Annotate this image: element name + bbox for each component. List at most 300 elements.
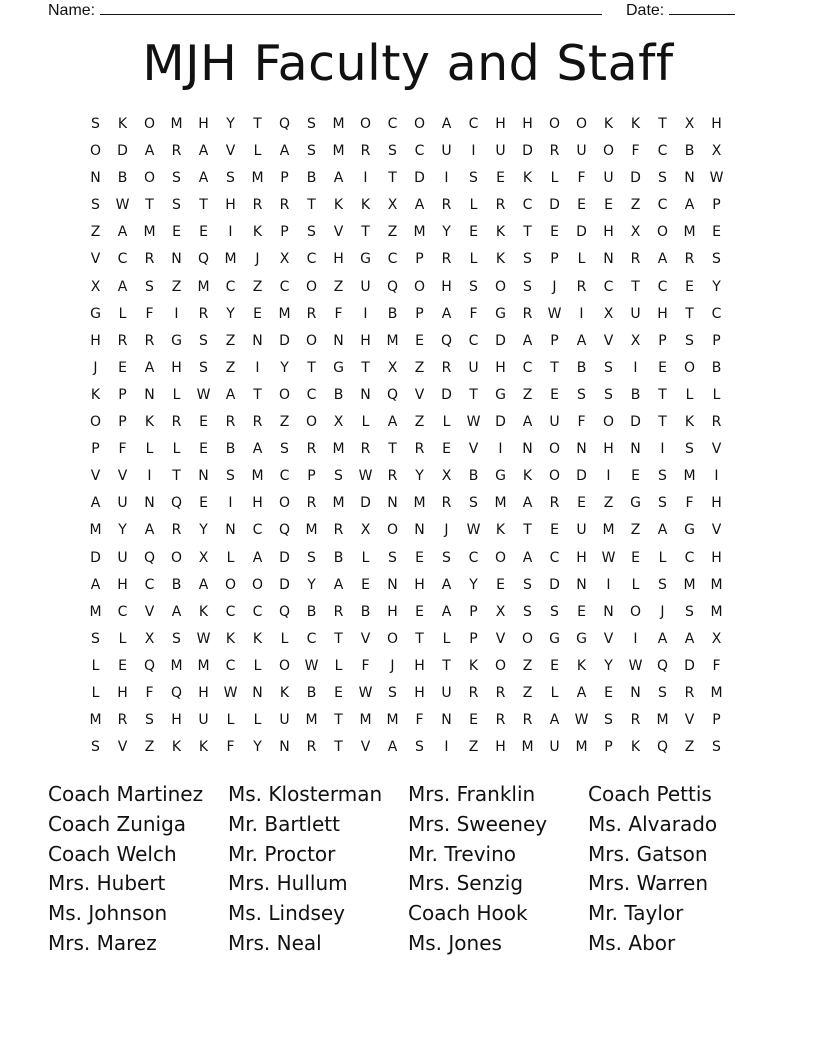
grid-letter: R bbox=[171, 414, 182, 431]
grid-letter: V bbox=[117, 468, 128, 485]
grid-letter: Z bbox=[414, 414, 425, 431]
grid-letter: A bbox=[252, 441, 263, 458]
grid-letter: U bbox=[198, 712, 209, 729]
grid-letter: T bbox=[361, 224, 370, 241]
grid-letter: O bbox=[494, 549, 507, 566]
grid-letter: V bbox=[495, 630, 506, 647]
grid-letter: D bbox=[549, 576, 560, 593]
grid-letter: Z bbox=[414, 359, 425, 376]
grid-letter: H bbox=[495, 359, 506, 376]
grid-row bbox=[82, 303, 730, 330]
grid-letter: Q bbox=[440, 332, 453, 349]
grid-letter: M bbox=[332, 441, 345, 458]
grid-letter: A bbox=[522, 549, 533, 566]
grid-letter: I bbox=[633, 359, 638, 376]
grid-letter: N bbox=[576, 576, 587, 593]
word-list-item: Mr. Trevino bbox=[408, 841, 517, 866]
word-list-item: Mrs. Sweeney bbox=[408, 811, 548, 836]
grid-letter: L bbox=[91, 684, 100, 701]
word-list-item: Mrs. Warren bbox=[588, 871, 708, 896]
grid-letter: E bbox=[199, 224, 208, 241]
grid-letter: P bbox=[550, 332, 559, 349]
grid-letter: R bbox=[549, 143, 560, 160]
grid-letter: O bbox=[683, 359, 696, 376]
grid-letter: P bbox=[118, 386, 127, 403]
grid-letter: H bbox=[522, 116, 533, 132]
grid-letter: Q bbox=[143, 549, 156, 566]
grid-letter: X bbox=[603, 305, 614, 322]
grid-row bbox=[82, 709, 730, 736]
grid-letter: B bbox=[333, 386, 344, 403]
grid-row bbox=[82, 194, 730, 221]
grid-letter: T bbox=[388, 441, 397, 458]
grid-letter: Z bbox=[630, 197, 641, 214]
grid-letter: S bbox=[469, 495, 478, 512]
grid-letter: Y bbox=[604, 657, 613, 674]
grid-letter: S bbox=[442, 549, 451, 566]
word-list-item: Mrs. Senzig bbox=[408, 871, 524, 896]
grid-letter: L bbox=[226, 712, 235, 729]
grid-letter: C bbox=[522, 197, 533, 214]
grid-letter: M bbox=[710, 684, 723, 701]
grid-letter: P bbox=[712, 712, 721, 729]
grid-letter: N bbox=[522, 441, 533, 458]
grid-letter: R bbox=[441, 197, 452, 214]
grid-letter: A bbox=[333, 170, 344, 187]
grid-letter: T bbox=[172, 468, 181, 485]
grid-letter: U bbox=[549, 414, 560, 431]
grid-letter: O bbox=[494, 278, 507, 295]
grid-letter: H bbox=[657, 305, 668, 322]
grid-letter: E bbox=[685, 278, 694, 295]
grid-letter: O bbox=[386, 522, 399, 539]
grid-letter: X bbox=[198, 549, 209, 566]
grid-letter: O bbox=[548, 468, 561, 485]
grid-letter: C bbox=[117, 603, 128, 620]
grid-row bbox=[82, 167, 730, 194]
grid-letter: R bbox=[414, 441, 425, 458]
grid-letter: S bbox=[523, 278, 532, 295]
grid-letter: X bbox=[279, 251, 290, 268]
grid-letter: Y bbox=[469, 576, 478, 593]
grid-letter: E bbox=[361, 576, 370, 593]
grid-letter: X bbox=[387, 359, 398, 376]
grid-letter: P bbox=[712, 197, 721, 214]
grid-letter: E bbox=[712, 224, 721, 241]
grid-letter: E bbox=[631, 549, 640, 566]
grid-letter: R bbox=[360, 143, 371, 160]
grid-letter: B bbox=[576, 359, 587, 376]
grid-letter: O bbox=[602, 414, 615, 431]
grid-letter: L bbox=[118, 630, 127, 647]
grid-letter: N bbox=[603, 251, 614, 268]
grid-letter: K bbox=[252, 224, 263, 241]
grid-letter: D bbox=[549, 197, 560, 214]
grid-letter: B bbox=[711, 359, 722, 376]
grid-letter: R bbox=[441, 495, 452, 512]
grid-letter: U bbox=[117, 495, 128, 512]
grid-letter: K bbox=[117, 116, 128, 132]
grid-letter: Q bbox=[386, 278, 399, 295]
grid-row bbox=[82, 547, 730, 574]
grid-letter: K bbox=[90, 386, 101, 403]
grid-letter: O bbox=[305, 332, 318, 349]
grid-letter: P bbox=[658, 332, 667, 349]
grid-letter: R bbox=[171, 143, 182, 160]
grid-letter: V bbox=[468, 441, 479, 458]
grid-letter: T bbox=[685, 305, 694, 322]
grid-letter: X bbox=[90, 278, 101, 295]
grid-letter: C bbox=[468, 116, 479, 132]
grid-letter: K bbox=[630, 116, 641, 132]
grid-letter: V bbox=[603, 630, 614, 647]
grid-letter: T bbox=[388, 170, 397, 187]
grid-letter: K bbox=[144, 414, 155, 431]
grid-letter: N bbox=[333, 332, 344, 349]
grid-letter: S bbox=[388, 143, 397, 160]
grid-letter: H bbox=[117, 684, 128, 701]
grid-letter: U bbox=[360, 278, 371, 295]
grid-letter: B bbox=[306, 603, 317, 620]
grid-letter: R bbox=[306, 495, 317, 512]
grid-row bbox=[82, 411, 730, 438]
grid-letter: E bbox=[415, 549, 424, 566]
grid-letter: R bbox=[252, 414, 263, 431]
grid-letter: M bbox=[305, 712, 318, 729]
grid-letter: X bbox=[387, 197, 398, 214]
grid-letter: P bbox=[469, 630, 478, 647]
grid-letter: T bbox=[415, 630, 424, 647]
grid-letter: W bbox=[628, 657, 643, 674]
grid-letter: D bbox=[414, 170, 425, 187]
grid-letter: W bbox=[223, 684, 238, 701]
grid-letter: R bbox=[171, 522, 182, 539]
grid-letter: N bbox=[360, 386, 371, 403]
grid-letter: S bbox=[658, 495, 667, 512]
grid-letter: L bbox=[361, 414, 370, 431]
grid-letter: S bbox=[604, 712, 613, 729]
grid-letter: C bbox=[522, 359, 533, 376]
grid-letter: S bbox=[604, 359, 613, 376]
grid-letter: C bbox=[225, 657, 236, 674]
grid-letter: D bbox=[630, 414, 641, 431]
grid-letter: F bbox=[118, 441, 127, 458]
grid-letter: A bbox=[225, 386, 236, 403]
grid-letter: F bbox=[145, 684, 154, 701]
grid-letter: I bbox=[606, 468, 611, 485]
grid-letter: E bbox=[577, 603, 586, 620]
grid-letter: S bbox=[658, 684, 667, 701]
grid-letter: L bbox=[253, 657, 262, 674]
grid-row bbox=[82, 574, 730, 601]
grid-letter: N bbox=[684, 170, 695, 187]
grid-letter: P bbox=[118, 414, 127, 431]
grid-letter: Q bbox=[278, 522, 291, 539]
word-list-item: Mr. Taylor bbox=[588, 901, 684, 926]
grid-letter: D bbox=[279, 576, 290, 593]
grid-letter: W bbox=[709, 170, 724, 187]
grid-letter: N bbox=[630, 441, 641, 458]
grid-letter: G bbox=[90, 305, 101, 322]
grid-letter: W bbox=[358, 468, 373, 485]
grid-letter: H bbox=[387, 603, 398, 620]
grid-letter: X bbox=[711, 630, 722, 647]
grid-letter: B bbox=[360, 603, 371, 620]
grid-letter: R bbox=[387, 468, 398, 485]
grid-letter: S bbox=[91, 197, 100, 214]
grid-letter: U bbox=[441, 143, 452, 160]
grid-letter: W bbox=[196, 630, 211, 647]
grid-letter: C bbox=[684, 549, 695, 566]
grid-letter: E bbox=[415, 332, 424, 349]
grid-letter: F bbox=[712, 657, 721, 674]
grid-letter: F bbox=[631, 143, 640, 160]
grid-letter: E bbox=[334, 684, 343, 701]
grid-letter: R bbox=[684, 684, 695, 701]
grid-letter: F bbox=[685, 495, 694, 512]
grid-letter: L bbox=[658, 549, 667, 566]
grid-letter: V bbox=[684, 712, 695, 729]
grid-letter: Q bbox=[656, 657, 669, 674]
grid-letter: E bbox=[577, 197, 586, 214]
grid-letter: S bbox=[604, 386, 613, 403]
grid-letter: G bbox=[360, 251, 371, 268]
grid-letter: O bbox=[278, 386, 291, 403]
grid-letter: A bbox=[657, 630, 668, 647]
grid-letter: M bbox=[89, 522, 102, 539]
grid-letter: I bbox=[228, 224, 233, 241]
grid-letter: R bbox=[306, 441, 317, 458]
grid-letter: C bbox=[468, 549, 479, 566]
grid-letter: V bbox=[117, 739, 128, 756]
grid-letter: T bbox=[253, 386, 262, 403]
grid-letter: G bbox=[171, 332, 182, 349]
grid-letter: Z bbox=[279, 414, 290, 431]
grid-letter: R bbox=[252, 197, 263, 214]
grid-letter: M bbox=[170, 116, 183, 132]
grid-letter: B bbox=[468, 468, 479, 485]
grid-letter: G bbox=[495, 386, 506, 403]
grid-letter: A bbox=[684, 630, 695, 647]
grid-letter: S bbox=[307, 549, 316, 566]
grid-letter: T bbox=[334, 712, 343, 729]
grid-letter: X bbox=[495, 603, 506, 620]
grid-letter: A bbox=[387, 414, 398, 431]
grid-letter: Y bbox=[307, 576, 316, 593]
grid-letter: R bbox=[441, 359, 452, 376]
grid-letter: K bbox=[468, 657, 479, 674]
letter-grid bbox=[82, 113, 730, 763]
grid-letter: T bbox=[307, 197, 316, 214]
grid-letter: W bbox=[304, 657, 319, 674]
word-list-item: Mr. Bartlett bbox=[228, 811, 340, 836]
grid-letter: Q bbox=[386, 386, 399, 403]
grid-letter: S bbox=[91, 739, 100, 756]
grid-letter: H bbox=[171, 712, 182, 729]
grid-letter: L bbox=[253, 143, 262, 160]
grid-letter: P bbox=[712, 332, 721, 349]
grid-letter: P bbox=[307, 468, 316, 485]
grid-row bbox=[82, 330, 730, 357]
grid-letter: O bbox=[359, 116, 372, 132]
grid-letter: E bbox=[199, 495, 208, 512]
grid-letter: W bbox=[115, 197, 130, 214]
grid-letter: U bbox=[630, 305, 641, 322]
grid-letter: M bbox=[251, 170, 264, 187]
grid-letter: K bbox=[495, 522, 506, 539]
grid-letter: S bbox=[226, 468, 235, 485]
grid-letter: R bbox=[306, 305, 317, 322]
grid-letter: R bbox=[333, 603, 344, 620]
grid-letter: H bbox=[711, 549, 722, 566]
grid-row bbox=[82, 492, 730, 519]
grid-letter: V bbox=[360, 739, 371, 756]
word-list-item: Mrs. Hubert bbox=[48, 871, 166, 896]
grid-letter: P bbox=[91, 441, 100, 458]
date-field bbox=[626, 0, 735, 20]
grid-letter: M bbox=[521, 739, 534, 756]
grid-letter: S bbox=[658, 468, 667, 485]
grid-letter: R bbox=[576, 278, 587, 295]
grid-row bbox=[82, 601, 730, 628]
grid-letter: R bbox=[711, 414, 722, 431]
grid-letter: O bbox=[413, 116, 426, 132]
word-list-item: Ms. Jones bbox=[408, 931, 502, 955]
grid-letter: M bbox=[710, 603, 723, 620]
grid-letter: U bbox=[603, 170, 614, 187]
grid-letter: G bbox=[684, 522, 695, 539]
grid-letter: E bbox=[604, 684, 613, 701]
grid-letter: O bbox=[143, 116, 156, 132]
grid-letter: O bbox=[224, 576, 237, 593]
grid-letter: V bbox=[711, 522, 722, 539]
grid-letter: H bbox=[414, 657, 425, 674]
grid-letter: S bbox=[658, 576, 667, 593]
grid-letter: R bbox=[441, 251, 452, 268]
grid-letter: S bbox=[145, 278, 154, 295]
grid-letter: V bbox=[333, 224, 344, 241]
name-field bbox=[48, 0, 602, 20]
grid-letter: U bbox=[117, 549, 128, 566]
grid-letter: B bbox=[306, 684, 317, 701]
grid-letter: N bbox=[225, 522, 236, 539]
grid-letter: E bbox=[199, 441, 208, 458]
grid-letter: K bbox=[198, 739, 209, 756]
grid-letter: O bbox=[278, 495, 291, 512]
grid-letter: M bbox=[602, 522, 615, 539]
grid-letter: H bbox=[495, 739, 506, 756]
grid-letter: O bbox=[413, 278, 426, 295]
grid-letter: A bbox=[90, 576, 101, 593]
grid-letter: V bbox=[360, 630, 371, 647]
grid-letter: I bbox=[255, 359, 260, 376]
grid-letter: O bbox=[305, 414, 318, 431]
grid-letter: N bbox=[441, 712, 452, 729]
grid-letter: T bbox=[253, 116, 262, 132]
grid-letter: O bbox=[278, 657, 291, 674]
grid-letter: T bbox=[469, 386, 478, 403]
grid-row bbox=[82, 736, 730, 763]
grid-letter: E bbox=[496, 170, 505, 187]
grid-letter: P bbox=[280, 224, 289, 241]
grid-letter: C bbox=[657, 197, 668, 214]
grid-letter: W bbox=[358, 684, 373, 701]
grid-letter: L bbox=[172, 441, 181, 458]
grid-letter: J bbox=[444, 522, 449, 539]
grid-letter: F bbox=[469, 305, 478, 322]
grid-letter: Y bbox=[712, 278, 721, 295]
grid-letter: R bbox=[333, 522, 344, 539]
grid-letter: K bbox=[684, 414, 695, 431]
grid-letter: H bbox=[117, 576, 128, 593]
grid-letter: N bbox=[198, 468, 209, 485]
grid-letter: I bbox=[363, 305, 368, 322]
grid-letter: Q bbox=[278, 116, 291, 132]
grid-letter: T bbox=[550, 359, 559, 376]
grid-letter: T bbox=[334, 739, 343, 756]
grid-letter: M bbox=[332, 143, 345, 160]
grid-letter: F bbox=[415, 712, 424, 729]
grid-letter: Q bbox=[170, 684, 183, 701]
grid-letter: O bbox=[170, 549, 183, 566]
grid-letter: C bbox=[711, 305, 722, 322]
grid-letter: E bbox=[550, 224, 559, 241]
grid-letter: B bbox=[387, 305, 398, 322]
grid-letter: A bbox=[198, 576, 209, 593]
grid-letter: N bbox=[90, 170, 101, 187]
grid-letter: S bbox=[712, 251, 721, 268]
grid-letter: S bbox=[523, 576, 532, 593]
grid-letter: M bbox=[683, 576, 696, 593]
grid-letter: E bbox=[550, 522, 559, 539]
grid-letter: A bbox=[522, 332, 533, 349]
grid-letter: Q bbox=[197, 251, 210, 268]
grid-letter: B bbox=[684, 143, 695, 160]
grid-letter: N bbox=[414, 522, 425, 539]
word-list-item: Coach Hook bbox=[408, 901, 528, 926]
word-list-item: Coach Pettis bbox=[588, 782, 712, 806]
grid-letter: C bbox=[306, 386, 317, 403]
grid-letter: J bbox=[660, 603, 665, 620]
word-list-item: Ms. Klosterman bbox=[228, 782, 383, 806]
grid-letter: V bbox=[90, 251, 101, 268]
grid-letter: E bbox=[550, 657, 559, 674]
grid-letter: N bbox=[279, 739, 290, 756]
grid-letter: S bbox=[388, 549, 397, 566]
grid-letter: X bbox=[684, 116, 695, 132]
grid-letter: W bbox=[547, 305, 562, 322]
grid-letter: L bbox=[145, 441, 154, 458]
grid-letter: A bbox=[144, 359, 155, 376]
grid-letter: Y bbox=[280, 359, 289, 376]
grid-letter: O bbox=[575, 116, 588, 132]
grid-letter: R bbox=[468, 684, 479, 701]
grid-letter: T bbox=[631, 278, 640, 295]
grid-letter: S bbox=[307, 143, 316, 160]
grid-letter: E bbox=[469, 224, 478, 241]
grid-letter: T bbox=[442, 657, 451, 674]
grid-letter: D bbox=[279, 332, 290, 349]
grid-letter: K bbox=[522, 170, 533, 187]
grid-letter: A bbox=[252, 549, 263, 566]
grid-letter: S bbox=[334, 468, 343, 485]
grid-letter: W bbox=[466, 414, 481, 431]
grid-letter: F bbox=[361, 657, 370, 674]
grid-letter: M bbox=[386, 712, 399, 729]
grid-letter: L bbox=[361, 549, 370, 566]
grid-letter: I bbox=[660, 441, 665, 458]
grid-letter: B bbox=[306, 170, 317, 187]
